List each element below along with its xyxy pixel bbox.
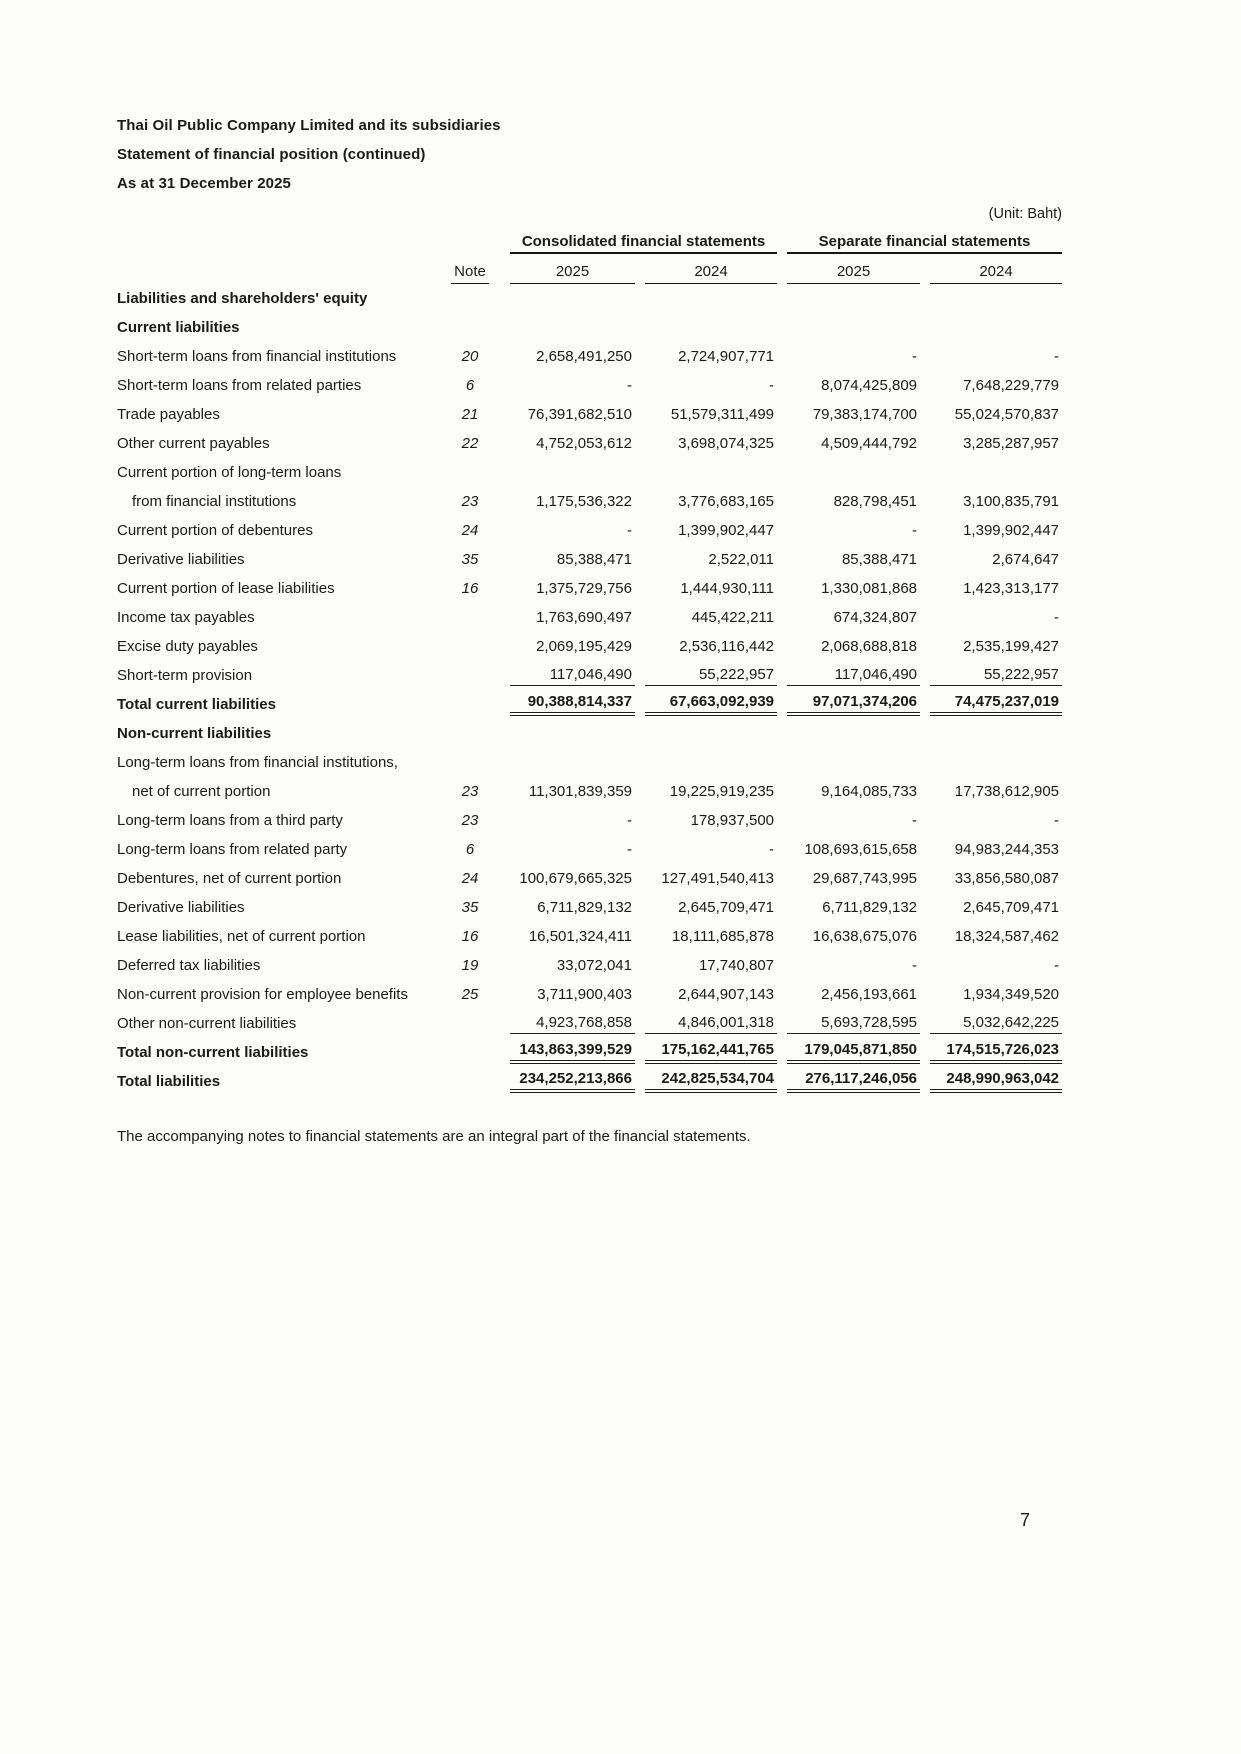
column-header-separate: Separate financial statements <box>777 230 1062 254</box>
table-row <box>117 545 1062 574</box>
value-consolidated-2025 <box>500 458 635 487</box>
table-row <box>117 371 1062 400</box>
value-separate-2025: 79,383,174,700 <box>812 406 918 423</box>
row-label: Income tax payables <box>117 609 255 626</box>
note-ref: 35 <box>461 899 479 916</box>
value-separate-2025: 828,798,451 <box>833 493 918 510</box>
value-consolidated-2025: - <box>627 522 632 539</box>
value-separate-2024 <box>920 748 1062 777</box>
table-row <box>117 951 1062 980</box>
row-label: Other non-current liabilities <box>117 1015 297 1032</box>
value-consolidated-2024: 18,111,685,878 <box>671 928 775 945</box>
value-separate-2024: 3,285,287,957 <box>963 435 1060 452</box>
value-consolidated-2025: 76,391,682,510 <box>527 406 632 423</box>
value-consolidated-2024: 51,579,311,499 <box>670 406 775 423</box>
row-label: Short-term provision <box>117 667 253 684</box>
value-consolidated-2024: 3,698,074,325 <box>678 435 775 452</box>
note-ref: 23 <box>461 812 479 829</box>
year-header-row <box>117 254 1062 284</box>
value-consolidated-2024: 55,222,957 <box>635 661 777 690</box>
value-separate-2025: 108,693,615,658 <box>804 841 918 858</box>
company-name: Thai Oil Public Company Limited and its subsidiaries <box>117 117 501 134</box>
value-separate-2024: 17,738,612,905 <box>954 783 1060 800</box>
footer-note: The accompanying notes to financial statements are an integral part of the financial statements. <box>117 1128 751 1145</box>
value-separate-2024 <box>920 458 1062 487</box>
value-consolidated-2025: - <box>627 841 632 858</box>
value-consolidated-2025: 143,863,399,529 <box>500 1038 635 1067</box>
year-header-consolidated-2024: 2024 <box>635 254 777 284</box>
value-consolidated-2025 <box>500 719 635 748</box>
table-row <box>117 835 1062 864</box>
value-consolidated-2024: 1,444,930,111 <box>680 580 775 597</box>
as-at-date: As at 31 December 2025 <box>117 175 291 192</box>
value-separate-2025: 674,324,807 <box>833 609 918 626</box>
row-label: Non-current provision for employee benefits <box>117 986 408 1003</box>
value-consolidated-2024: 67,663,092,939 <box>635 690 777 719</box>
value-consolidated-2025: 6,711,829,132 <box>537 899 632 916</box>
table-row <box>117 690 1062 719</box>
table-row <box>117 400 1062 429</box>
value-consolidated-2025: 16,501,324,411 <box>528 928 632 945</box>
value-consolidated-2025 <box>500 313 635 342</box>
value-separate-2024: 55,222,957 <box>920 661 1062 690</box>
note-ref <box>440 284 500 313</box>
row-label: Lease liabilities, net of current portion <box>117 928 366 945</box>
note-ref <box>440 690 500 719</box>
value-separate-2025: 4,509,444,792 <box>821 435 918 452</box>
table-row <box>117 487 1062 516</box>
value-consolidated-2024: 242,825,534,704 <box>635 1067 777 1096</box>
value-separate-2024: 1,934,349,520 <box>963 986 1060 1003</box>
value-separate-2025: 2,068,688,818 <box>821 638 918 655</box>
spacer-cell <box>440 230 500 254</box>
row-label: Long-term loans from a third party <box>117 812 343 829</box>
note-ref: 22 <box>461 435 479 452</box>
row-label: Current portion of long-term loans <box>117 464 342 481</box>
value-separate-2025: 1,330,081,868 <box>821 580 918 597</box>
note-ref <box>440 313 500 342</box>
value-separate-2025 <box>777 748 920 777</box>
value-separate-2024: 2,645,709,471 <box>963 899 1060 916</box>
row-label: Derivative liabilities <box>117 899 245 916</box>
table-row <box>117 1067 1062 1096</box>
note-ref <box>440 661 500 690</box>
value-consolidated-2024: 175,162,441,765 <box>635 1038 777 1067</box>
row-label: Short-term loans from related parties <box>117 377 362 394</box>
row-label: Short-term loans from financial institutions <box>117 348 397 365</box>
value-consolidated-2024: 445,422,211 <box>691 609 775 626</box>
value-separate-2025: 276,117,246,056 <box>777 1067 920 1096</box>
value-separate-2024: - <box>1054 812 1060 829</box>
row-label: Excise duty payables <box>117 638 258 655</box>
note-ref <box>440 748 500 777</box>
row-label: Liabilities and shareholders' equity <box>117 290 368 307</box>
value-separate-2025: 97,071,374,206 <box>777 690 920 719</box>
row-label: Total non-current liabilities <box>117 1044 309 1061</box>
table-row <box>117 922 1062 951</box>
value-separate-2025: - <box>912 348 918 365</box>
note-ref: 19 <box>461 957 479 974</box>
value-consolidated-2024: 1,399,902,447 <box>678 522 775 539</box>
table-row <box>117 748 1062 777</box>
note-ref: 23 <box>461 783 479 800</box>
spacer-cell <box>117 230 440 254</box>
row-label: Long-term loans from related party <box>117 841 348 858</box>
value-consolidated-2025: 90,388,814,337 <box>500 690 635 719</box>
value-separate-2024: 55,024,570,837 <box>954 406 1060 423</box>
row-label: Current portion of debentures <box>117 522 313 539</box>
financial-position-table <box>117 230 1062 1096</box>
value-separate-2025 <box>777 458 920 487</box>
note-ref <box>440 1009 500 1038</box>
row-label: Other current payables <box>117 435 270 452</box>
value-consolidated-2025: 100,679,665,325 <box>519 870 632 887</box>
note-ref: 21 <box>461 406 479 423</box>
value-consolidated-2024: 2,644,907,143 <box>678 986 775 1003</box>
value-consolidated-2025: 4,752,053,612 <box>536 435 632 452</box>
value-consolidated-2025: 117,046,490 <box>500 661 635 690</box>
note-ref: 25 <box>461 986 479 1003</box>
row-label: Total current liabilities <box>117 696 276 713</box>
table-row <box>117 574 1062 603</box>
value-separate-2025: 179,045,871,850 <box>777 1038 920 1067</box>
value-consolidated-2025 <box>500 748 635 777</box>
table-row <box>117 980 1062 1009</box>
value-consolidated-2024: 2,536,116,442 <box>679 638 775 655</box>
value-separate-2024 <box>920 284 1062 313</box>
value-separate-2024: 74,475,237,019 <box>920 690 1062 719</box>
year-header-separate-2025: 2025 <box>777 254 920 284</box>
value-separate-2025: 8,074,425,809 <box>821 377 918 394</box>
value-separate-2024: 7,648,229,779 <box>963 377 1060 394</box>
value-consolidated-2024: 19,225,919,235 <box>669 783 775 800</box>
unit-label: (Unit: Baht) <box>988 206 1062 222</box>
value-consolidated-2024 <box>635 719 777 748</box>
note-ref <box>440 719 500 748</box>
value-consolidated-2024: 2,645,709,471 <box>678 899 775 916</box>
note-column-header: Note <box>440 254 500 284</box>
table-row <box>117 284 1062 313</box>
value-consolidated-2025: 1,763,690,497 <box>536 609 632 626</box>
value-consolidated-2024 <box>635 284 777 313</box>
value-separate-2024: - <box>1054 609 1060 626</box>
value-consolidated-2024: 2,724,907,771 <box>678 348 775 365</box>
table-row <box>117 777 1062 806</box>
row-label: Current liabilities <box>117 319 240 336</box>
value-separate-2025: 6,711,829,132 <box>822 899 918 916</box>
value-separate-2024: 2,674,647 <box>992 551 1060 568</box>
note-ref: 16 <box>461 580 479 597</box>
row-label: Current portion of lease liabilities <box>117 580 335 597</box>
value-separate-2024: - <box>1054 957 1060 974</box>
value-separate-2024 <box>920 719 1062 748</box>
page-number: 7 <box>1020 1510 1031 1530</box>
value-separate-2024: 248,990,963,042 <box>920 1067 1062 1096</box>
value-separate-2024 <box>920 313 1062 342</box>
value-separate-2025: 9,164,085,733 <box>821 783 918 800</box>
note-ref: 16 <box>461 928 479 945</box>
value-separate-2025 <box>777 284 920 313</box>
note-ref <box>440 632 500 661</box>
table-row <box>117 719 1062 748</box>
note-ref: 24 <box>461 522 479 539</box>
table-row <box>117 342 1062 371</box>
row-label: net of current portion <box>132 783 271 800</box>
year-header-consolidated-2025: 2025 <box>500 254 635 284</box>
row-label: Trade payables <box>117 406 220 423</box>
row-label: Total liabilities <box>117 1073 221 1090</box>
note-ref: 23 <box>461 493 479 510</box>
value-separate-2024: 3,100,835,791 <box>963 493 1060 510</box>
group-header-row <box>117 230 1062 254</box>
value-consolidated-2024: 127,491,540,413 <box>661 870 775 887</box>
value-separate-2025: 29,687,743,995 <box>812 870 918 887</box>
row-label: Non-current liabilities <box>117 725 272 742</box>
table-row <box>117 429 1062 458</box>
note-ref: 6 <box>465 841 475 858</box>
value-consolidated-2025: 11,301,839,359 <box>528 783 632 800</box>
value-separate-2025: 5,693,728,595 <box>777 1009 920 1038</box>
value-consolidated-2025: 3,711,900,403 <box>537 986 632 1003</box>
table-row <box>117 1038 1062 1067</box>
value-consolidated-2025 <box>500 284 635 313</box>
row-label: Debentures, net of current portion <box>117 870 342 887</box>
note-ref: 24 <box>461 870 479 887</box>
value-separate-2024: - <box>1054 348 1060 365</box>
value-separate-2024: 174,515,726,023 <box>920 1038 1062 1067</box>
note-ref: 6 <box>465 377 475 394</box>
value-separate-2025: 117,046,490 <box>777 661 920 690</box>
row-label: from financial institutions <box>132 493 297 510</box>
value-consolidated-2025: 33,072,041 <box>556 957 632 974</box>
value-consolidated-2024: 4,846,001,318 <box>635 1009 777 1038</box>
value-separate-2024: 33,856,580,087 <box>954 870 1060 887</box>
value-consolidated-2024: 178,937,500 <box>690 812 775 829</box>
value-consolidated-2025: 4,923,768,858 <box>500 1009 635 1038</box>
column-header-consolidated: Consolidated financial statements <box>500 230 777 254</box>
table-row <box>117 603 1062 632</box>
value-separate-2025: - <box>912 812 918 829</box>
value-consolidated-2025: 2,658,491,250 <box>536 348 632 365</box>
value-separate-2024: 94,983,244,353 <box>954 841 1060 858</box>
note-ref: 35 <box>461 551 479 568</box>
value-separate-2025 <box>777 313 920 342</box>
value-separate-2025 <box>777 719 920 748</box>
value-consolidated-2024: 3,776,683,165 <box>678 493 775 510</box>
table-row <box>117 458 1062 487</box>
value-separate-2025: - <box>912 522 918 539</box>
note-ref <box>440 458 500 487</box>
value-consolidated-2024: 2,522,011 <box>708 551 775 568</box>
statement-title: Statement of financial position (continued) <box>117 146 426 163</box>
row-label: Long-term loans from financial institutions, <box>117 754 398 771</box>
value-separate-2024: 18,324,587,462 <box>954 928 1060 945</box>
value-consolidated-2025: 2,069,195,429 <box>536 638 632 655</box>
table-row <box>117 661 1062 690</box>
document-header <box>117 118 1062 192</box>
statement-table-body <box>117 284 1062 1096</box>
table-row <box>117 806 1062 835</box>
value-consolidated-2025: 234,252,213,866 <box>500 1067 635 1096</box>
note-ref <box>440 1067 500 1096</box>
value-consolidated-2025: 85,388,471 <box>556 551 632 568</box>
year-header-separate-2024: 2024 <box>920 254 1062 284</box>
note-ref <box>440 1038 500 1067</box>
value-consolidated-2024: 17,740,807 <box>698 957 775 974</box>
value-consolidated-2025: - <box>627 812 632 829</box>
value-separate-2025: - <box>912 957 918 974</box>
table-row <box>117 1009 1062 1038</box>
note-ref <box>440 603 500 632</box>
value-separate-2024: 1,399,902,447 <box>963 522 1060 539</box>
value-consolidated-2024: - <box>769 377 775 394</box>
value-separate-2024: 5,032,642,225 <box>920 1009 1062 1038</box>
value-consolidated-2025: 1,375,729,756 <box>536 580 632 597</box>
value-consolidated-2024: - <box>769 841 775 858</box>
value-separate-2025: 2,456,193,661 <box>821 986 918 1003</box>
value-separate-2025: 85,388,471 <box>841 551 918 568</box>
table-row <box>117 313 1062 342</box>
table-row <box>117 632 1062 661</box>
value-consolidated-2024 <box>635 748 777 777</box>
table-row <box>117 516 1062 545</box>
value-separate-2025: 16,638,675,076 <box>812 928 918 945</box>
spacer-cell <box>117 254 440 284</box>
value-consolidated-2025: 1,175,536,322 <box>536 493 632 510</box>
row-label: Deferred tax liabilities <box>117 957 261 974</box>
value-consolidated-2024 <box>635 313 777 342</box>
value-consolidated-2024 <box>635 458 777 487</box>
table-row <box>117 864 1062 893</box>
value-consolidated-2025: - <box>627 377 632 394</box>
note-ref: 20 <box>461 348 479 365</box>
value-separate-2024: 1,423,313,177 <box>963 580 1060 597</box>
value-separate-2024: 2,535,199,427 <box>963 638 1060 655</box>
row-label: Derivative liabilities <box>117 551 245 568</box>
table-row <box>117 893 1062 922</box>
